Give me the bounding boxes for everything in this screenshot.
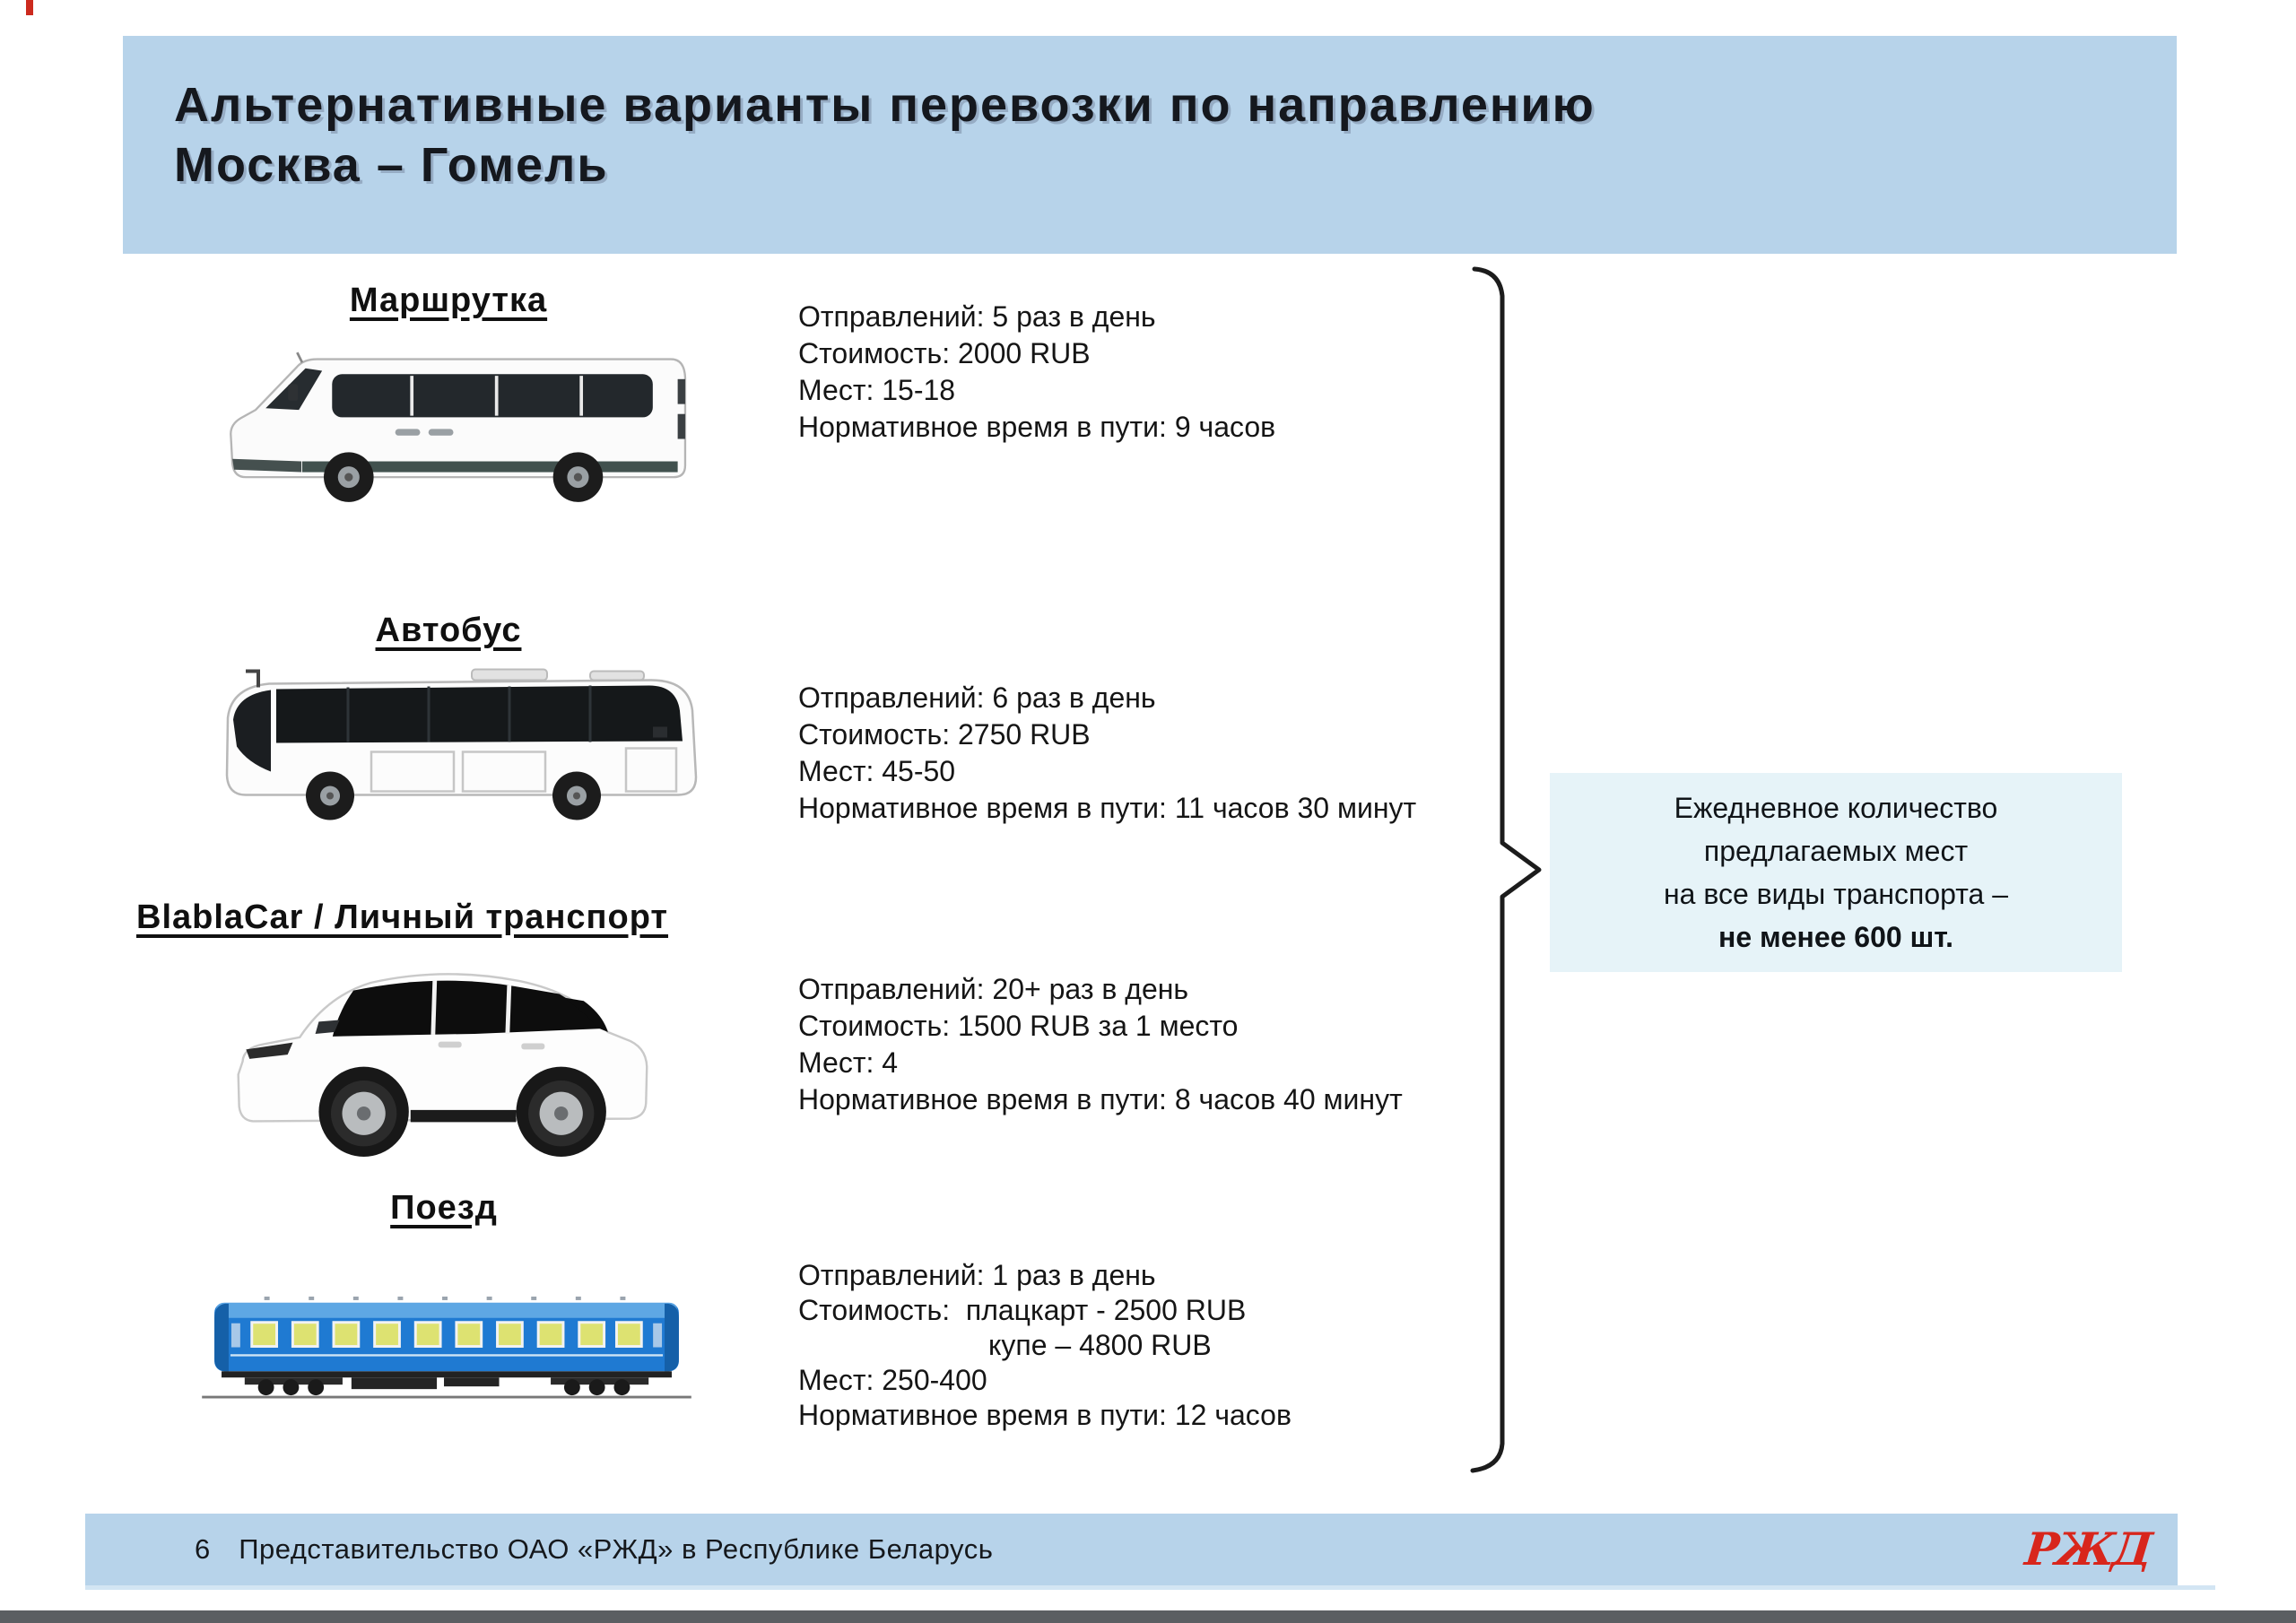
rzd-logo: РЖД xyxy=(2022,1523,2152,1575)
callout-line: предлагаемых мест xyxy=(1703,835,1969,867)
detail-line: Мест: 250-400 xyxy=(798,1364,987,1396)
section-header-marshrutka: Маршрутка xyxy=(349,282,548,319)
detail-line: Нормативное время в пути: 12 часов xyxy=(798,1399,1292,1431)
railway-car-image xyxy=(199,1293,694,1404)
details-poezd xyxy=(798,1258,1292,1433)
detail-line: Нормативное время в пути: 8 часов 40 минут xyxy=(798,1083,1403,1115)
callout-line: Ежедневное количество xyxy=(1674,792,1998,824)
callout-line: на все виды транспорта – xyxy=(1663,878,2009,910)
detail-line: Нормативное время в пути: 9 часов xyxy=(798,411,1276,443)
footer-underline xyxy=(85,1585,2215,1590)
detail-line: Отправлений: 1 раз в день xyxy=(798,1259,1156,1291)
daily-seats-callout xyxy=(1550,773,2122,972)
detail-line: Мест: 15-18 xyxy=(798,374,956,406)
page-title xyxy=(174,75,1596,195)
title-line1: Альтернативные варианты перевозки по направлению xyxy=(174,78,1596,132)
detail-line: Нормативное время в пути: 11 часов 30 минут xyxy=(798,792,1417,824)
detail-line: Мест: 4 xyxy=(798,1046,899,1079)
footer-text: Представительство ОАО «РЖД» в Республике Беларусь xyxy=(239,1533,994,1565)
section-header-avtobus: Автобус xyxy=(375,612,522,649)
details-marshrutka xyxy=(798,299,1275,446)
detail-line: Стоимость: 2000 RUB xyxy=(798,337,1091,369)
detail-line: Стоимость: 2750 RUB xyxy=(798,718,1091,751)
coach-bus-image xyxy=(204,660,707,830)
details-avtobus xyxy=(798,680,1416,827)
detail-line: Отправлений: 20+ раз в день xyxy=(798,973,1189,1005)
minibus-image xyxy=(222,330,696,525)
callout-bold-line: не менее 600 шт. xyxy=(1718,921,1953,953)
detail-line: купе – 4800 RUB xyxy=(988,1329,1212,1361)
bottom-edge-strip xyxy=(0,1610,2296,1623)
detail-line: Стоимость: 1500 RUB за 1 место xyxy=(798,1010,1239,1042)
title-banner xyxy=(123,36,2177,254)
section-header-blablacar: BlablaCar / Личный транспорт xyxy=(136,898,669,936)
detail-line: Мест: 45-50 xyxy=(798,755,956,787)
details-blablacar xyxy=(798,971,1403,1118)
page-number: 6 xyxy=(195,1533,211,1565)
detail-line: Отправлений: 5 раз в день xyxy=(798,300,1156,333)
grouping-bracket xyxy=(1460,262,1550,1481)
detail-line: Отправлений: 6 раз в день xyxy=(798,681,1156,714)
scan-artifact-red-tick xyxy=(26,0,33,15)
section-header-poezd: Поезд xyxy=(390,1189,498,1227)
suv-car-image xyxy=(211,958,673,1157)
title-line2: Москва – Гомель xyxy=(174,138,609,192)
footer-band xyxy=(85,1514,2178,1585)
detail-line: Стоимость: плацкарт - 2500 RUB xyxy=(798,1294,1247,1326)
